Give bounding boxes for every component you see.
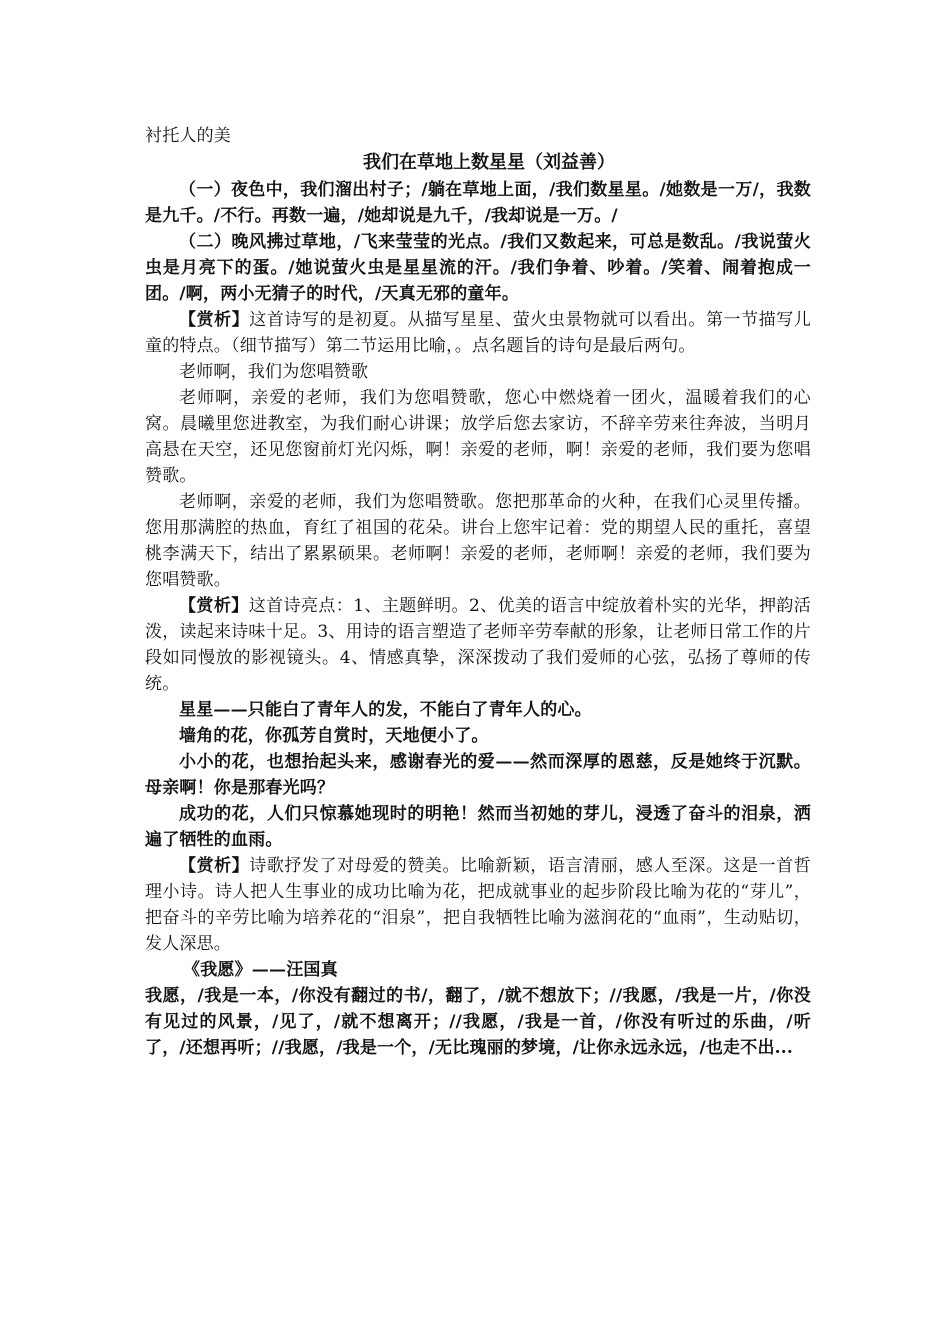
analysis-tag: 【赏析】 <box>179 856 250 876</box>
poem3-line2: 墙角的花，你孤芳自赏时，天地便小了。 <box>179 726 489 746</box>
poem2-para2: 老师啊，亲爱的老师，我们为您唱赞歌。您把那革命的火种，在我们心灵里传播。您用那满腔的热血，育红了祖国的花朵。讲台上您牢记着：党的期望人民的重托，喜望桃李满天下，结出了累累硕果。老师啊！亲爱的老师，老师啊！亲爱的老师，我们要为您唱赞歌。 <box>145 492 811 590</box>
poem3-line3: 小小的花，也想抬起头来，感谢春光的爱——然而深厚的恩慈，反是她终于沉默。母亲啊！你是那春光吗？ <box>145 752 811 798</box>
poem2-para1: 老师啊，亲爱的老师，我们为您唱赞歌，您心中燃烧着一团火，温暖着我们的心窝。晨曦里您进教室，为我们耐心讲课；放学后您去家访，不辞辛劳来往奔波，当明月高悬在天空，还见您窗前灯光闪烁，啊！亲爱的老师，啊！亲爱的老师，我们要为您唱赞歌。 <box>145 388 811 486</box>
poem1-stanza1: （一）夜色中，我们溜出村子；/躺在草地上面，/我们数星星。/她数是一万/，我数是九千。/不行。再数一遍，/她却说是九千，/我却说是一万。/ <box>145 180 811 226</box>
analysis-tag: 【赏析】 <box>179 310 250 330</box>
poem2-title: 老师啊，我们为您唱赞歌 <box>179 362 369 382</box>
document-heading: 衬托人的美 <box>145 126 231 146</box>
poem4-title: 《我愿》——汪国真 <box>183 960 338 980</box>
poem2-analysis <box>145 593 811 697</box>
analysis-text: 这首诗写的是初夏。从描写星星、萤火虫景物就可以看出。第一节描写儿童的特点。（细节描写）第二节运用比喻，。点名题旨的诗句是最后两句。 <box>145 310 811 356</box>
poem3-line4: 成功的花，人们只惊慕她现时的明艳！然而当初她的芽儿，浸透了奋斗的泪泉，洒遍了牺牲的血雨。 <box>145 804 811 850</box>
poem1-analysis <box>145 307 811 359</box>
poem3-analysis <box>145 853 811 957</box>
analysis-text: 诗歌抒发了对母爱的赞美。比喻新颖，语言清丽，感人至深。这是一首哲理小诗。诗人把人生事业的成功比喻为花，把成就事业的起步阶段比喻为花的“芽儿”，把奋斗的辛劳比喻为培养花的“泪泉”，把自我牺牲比喻为滋润花的“血雨”，生动贴切，发人深思。 <box>145 856 811 954</box>
poem1-title: 我们在草地上数星星（刘益善） <box>363 152 615 173</box>
document-page <box>145 123 811 1061</box>
poem4-body: 我愿，/我是一本，/你没有翻过的书/，翻了，/就不想放下；//我愿，/我是一片，/你没有见过的风景，/见了，/就不想离开；//我愿，/我是一首，/你没有听过的乐曲，/听了，/还想再听；//我愿，/我是一个，/无比瑰丽的梦境，/让你永远永远，/也走不出... <box>145 986 811 1058</box>
analysis-text: 这首诗亮点：1、主题鲜明。2、优美的语言中绽放着朴实的光华，押韵活泼，读起来诗味十足。3、用诗的语言塑造了老师辛劳奉献的形象，让老师日常工作的片段如同慢放的影视镜头。4、情感真挚，深深拨动了我们爱师的心弦，弘扬了尊师的传统。 <box>145 596 811 694</box>
analysis-tag: 【赏析】 <box>179 596 249 616</box>
poem3-line1: 星星——只能白了青年人的发，不能白了青年人的心。 <box>179 700 592 720</box>
poem1-stanza2: （二）晚风拂过草地，/飞来莹莹的光点。/我们又数起来，可总是数乱。/我说萤火虫是月亮下的蛋。/她说萤火虫是星星流的汗。/我们争着、吵着。/笑着、闹着抱成一团。/啊，两小无猜子的时代，/天真无邪的童年。 <box>145 232 811 304</box>
